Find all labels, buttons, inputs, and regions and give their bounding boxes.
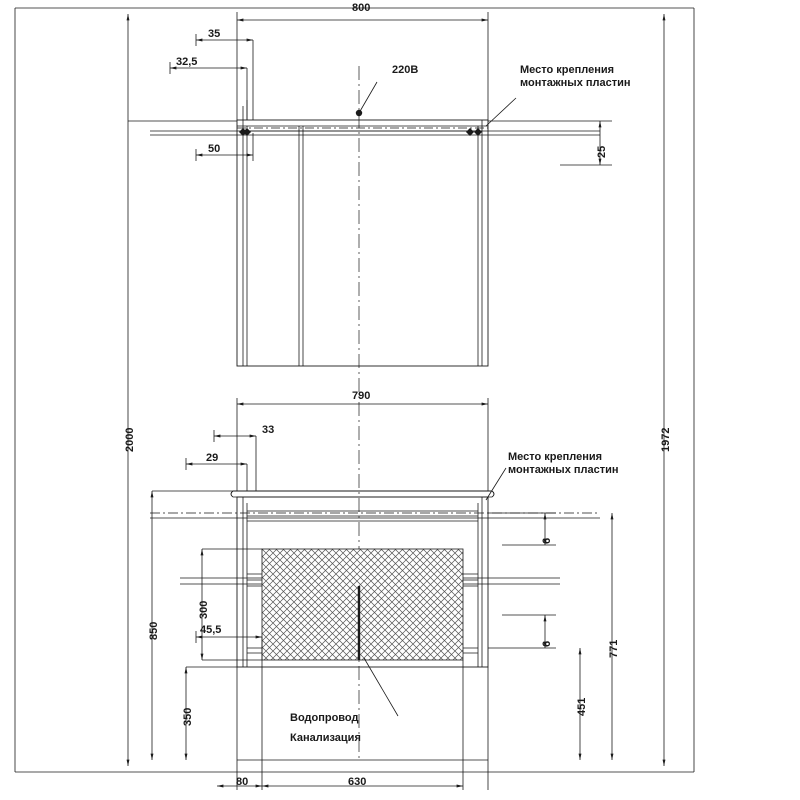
dimension-top-offset-c: 50 [208,143,221,155]
annotation-power-220v: 220В [392,64,419,76]
dimension-height-300: 300 [198,600,210,619]
dimension-height-350: 350 [182,707,194,726]
dimension-height-451: 451 [576,697,588,716]
annotation-mount-bottom-line2: монтажных пластин [508,464,619,476]
annotation-mount-top-line2: монтажных пластин [520,77,631,89]
annotation-plumbing-line1: Водопровод [290,712,359,724]
dimension-drawer-gap-bottom: 6 [541,640,553,647]
dimension-bottom-offset-a: 33 [262,424,275,436]
dimension-top-width: 800 [352,2,371,14]
dimension-height-850: 850 [148,621,160,640]
dimension-bottom-offset-c: 45,5 [200,624,222,636]
dimension-top-right-height: 25 [596,145,608,158]
dimension-bottom-width: 790 [352,390,371,402]
dimension-height-771: 771 [608,639,620,658]
dimension-bottom-offset-b: 29 [206,452,219,464]
annotation-plumbing-line2: Канализация [290,732,361,744]
dimension-base-width-630: 630 [348,776,367,788]
dimension-drawer-gap-top: 6 [541,537,553,544]
annotation-mount-top-line1: Место крепления [520,64,615,76]
dimension-overall-height: 2000 [124,427,136,452]
dimension-top-offset-b: 32,5 [176,56,198,68]
annotation-mount-bottom-line1: Место крепления [508,451,603,463]
dimension-base-offset-80: 80 [236,776,249,788]
dimension-overall-right-height: 1972 [660,427,672,452]
dimension-top-offset-a: 35 [208,28,221,40]
